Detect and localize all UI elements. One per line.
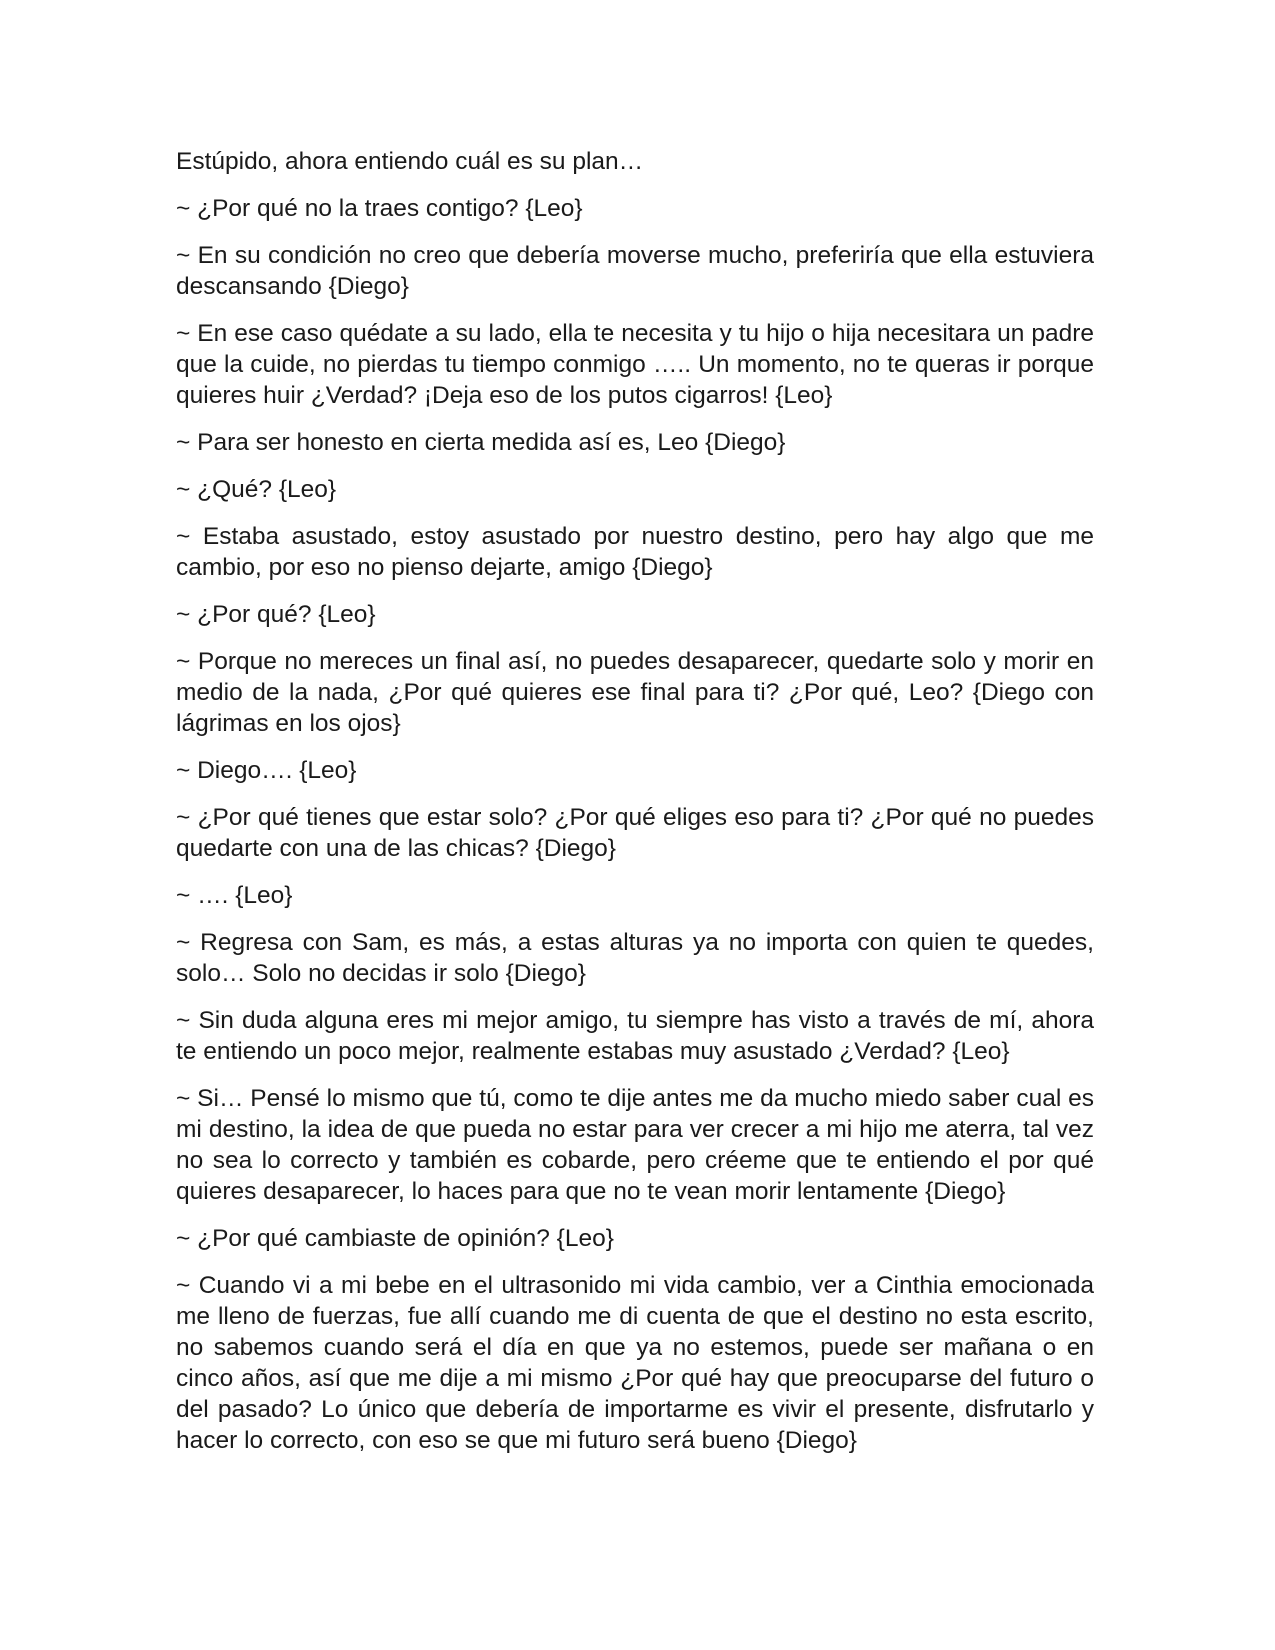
paragraph-narration: Estúpido, ahora entiendo cuál es su plan… bbox=[176, 148, 644, 175]
paragraph-dialogue: ~ Para ser honesto en cierta medida así es, Leo {Diego} bbox=[176, 429, 786, 456]
paragraph-dialogue: ~ Cuando vi a mi bebe en el ultrasonido mi vida cambio, ver a Cinthia emocionada me lleno de fuerzas, fue allí cuando me di cuenta de que el destino no esta escrito, no sabemos cuando será el día en que ya no estemos, puede ser mañana o en cinco años, así que me dije a mi mismo ¿Por qué hay que preocuparse del futuro o del pasado? Lo único que debería de importarme es vivir el presente, disfrutarlo y hacer lo correcto, con eso se que mi futuro será bueno {Diego} bbox=[176, 1272, 1094, 1454]
paragraph-dialogue: ~ Sin duda alguna eres mi mejor amigo, tu siempre has visto a través de mí, ahora te entiendo un poco mejor, realmente estabas muy asustado ¿Verdad? {Leo} bbox=[176, 1007, 1094, 1065]
paragraph-dialogue: ~ En ese caso quédate a su lado, ella te necesita y tu hijo o hija necesitara un padre que la cuide, no pierdas tu tiempo conmigo ….. Un momento, no te queras ir porque quieres huir ¿Verdad? ¡Deja eso de los putos cigarros! {Leo} bbox=[176, 320, 1094, 409]
paragraph-dialogue: ~ …. {Leo} bbox=[176, 882, 293, 909]
document-body bbox=[176, 146, 1094, 1472]
paragraph-dialogue: ~ Diego…. {Leo} bbox=[176, 757, 357, 784]
paragraph-dialogue: ~ ¿Por qué tienes que estar solo? ¿Por qué eliges eso para ti? ¿Por qué no puedes quedarte con una de las chicas? {Diego} bbox=[176, 804, 1094, 862]
paragraph-dialogue: ~ ¿Por qué cambiaste de opinión? {Leo} bbox=[176, 1225, 614, 1252]
paragraph-dialogue: ~ Si… Pensé lo mismo que tú, como te dije antes me da mucho miedo saber cual es mi destino, la idea de que pueda no estar para ver crecer a mi hijo me aterra, tal vez no sea lo correcto y también es cobarde, pero créeme que te entiendo el por qué quieres desaparecer, lo haces para que no te vean morir lentamente {Diego} bbox=[176, 1085, 1094, 1205]
paragraph-dialogue: ~ En su condición no creo que debería moverse mucho, preferiría que ella estuviera descansando {Diego} bbox=[176, 242, 1094, 300]
paragraph-dialogue: ~ ¿Qué? {Leo} bbox=[176, 476, 337, 503]
paragraph-dialogue: ~ ¿Por qué no la traes contigo? {Leo} bbox=[176, 195, 583, 222]
paragraph-dialogue: ~ Regresa con Sam, es más, a estas alturas ya no importa con quien te quedes, solo… Solo no decidas ir solo {Diego} bbox=[176, 929, 1094, 987]
paragraph-dialogue: ~ Estaba asustado, estoy asustado por nuestro destino, pero hay algo que me cambio, por eso no pienso dejarte, amigo {Diego} bbox=[176, 523, 1094, 581]
paragraph-dialogue: ~ ¿Por qué? {Leo} bbox=[176, 601, 376, 628]
paragraph-dialogue: ~ Porque no mereces un final así, no puedes desaparecer, quedarte solo y morir en medio de la nada, ¿Por qué quieres ese final para ti? ¿Por qué, Leo? {Diego con lágrimas en los ojos} bbox=[176, 648, 1094, 737]
